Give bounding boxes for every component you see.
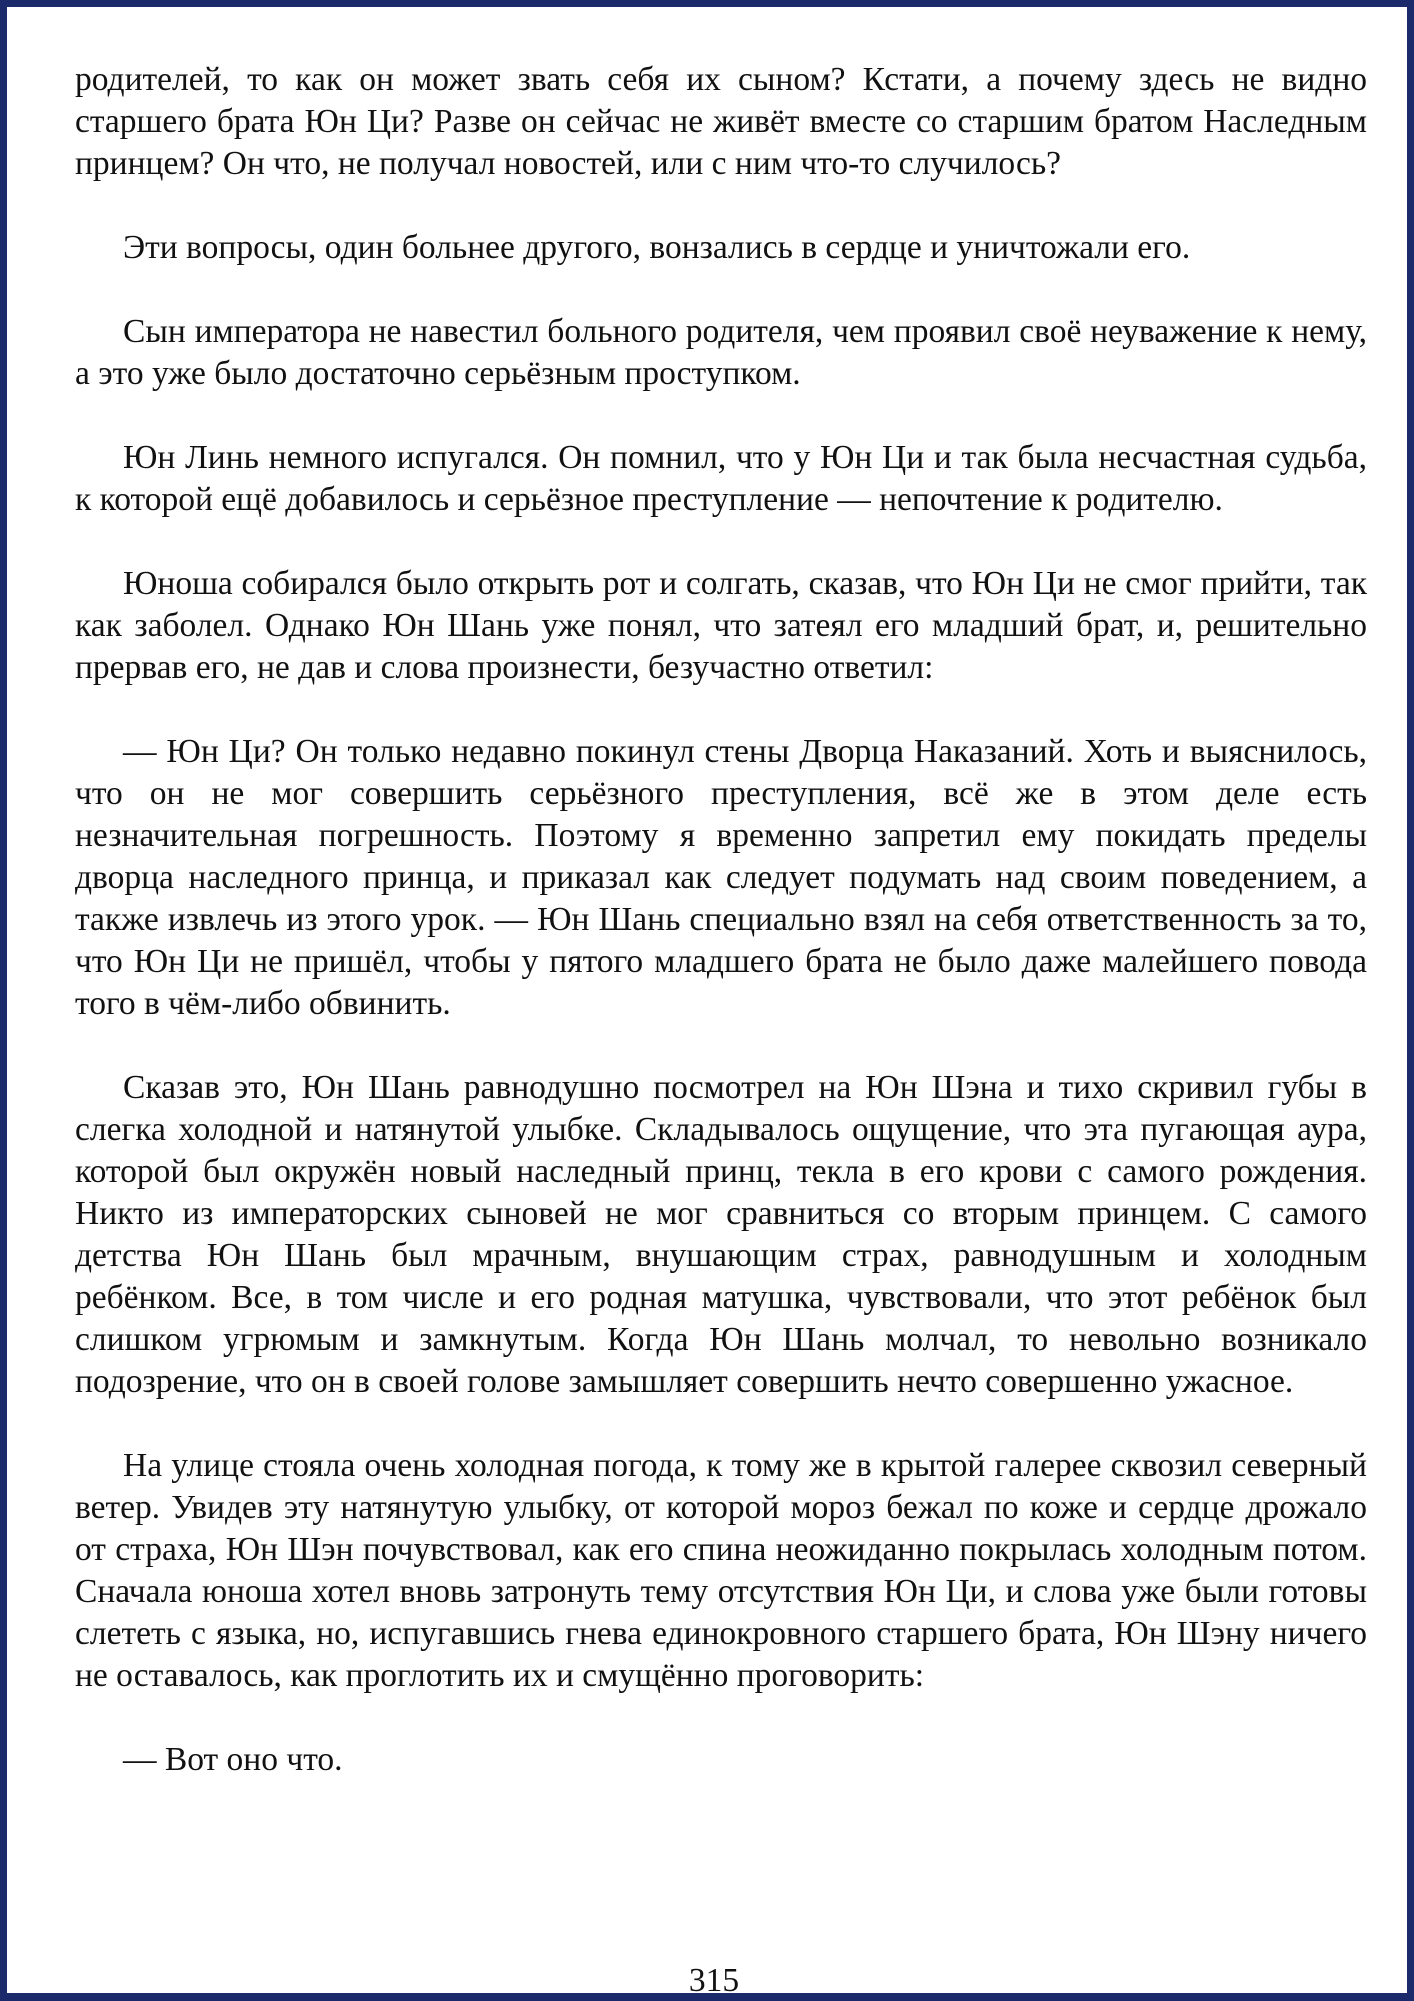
paragraph-7: Сказав это, Юн Шань равнодушно посмотрел на Юн Шэна и тихо скривил губы в слегка холодной и натянутой улыбке. Складывалось ощущение, что эта пугающая аура, которой был окружён новый наследный принц, текла в его крови с самого рождения. Никто из императорских сыновей не мог сравниться со вторым принцем. С самого детства Юн Шань был мрачным, внушающим страх, равнодушным и холодным ребёнком. Все, в том числе и его родная матушка, чувствовали, что этот ребёнок был слишком угрюмым и замкнутым. Когда Юн Шань молчал, то невольно возникало подозрение, что он в своей голове замышляет совершить нечто совершенно ужасное.	[75, 1069, 1367, 1400]
paragraph-6: — Юн Ци? Он только недавно покинул стены Дворца Наказаний. Хоть и выяснилось, что он не мог совершить серьёзного преступления, всё же в этом деле есть незначительная погрешность. Поэтому я временно запретил ему покидать пределы дворца наследного принца, и приказал как следует подумать над своим поведением, а также извлечь из этого урок. — Юн Шань специально взял на себя ответственность за то, что Юн Ци не пришёл, чтобы у пятого младшего брата не было даже малейшего повода того в чём-либо обвинить.	[75, 733, 1367, 1022]
page-number: 315	[688, 1962, 740, 1999]
paragraph-1: родителей, то как он может звать себя их сыном? Кстати, а почему здесь не видно старшего брата Юн Ци? Разве он сейчас не живёт вместе со старшим братом Наследным принцем? Он что, не получал новостей, или с ним что-то случилось?	[75, 61, 1367, 182]
paragraph-3: Сын императора не навестил больного родителя, чем проявил своё неуважение к нему, а это уже было достаточно серьёзным проступком.	[75, 313, 1367, 392]
page-body	[75, 59, 1367, 1823]
paragraph-2: Эти вопросы, один больнее другого, вонзались в сердце и уничтожали его.	[123, 229, 1191, 266]
paragraph-4: Юн Линь немного испугался. Он помнил, что у Юн Ци и так была несчастная судьба, к которой ещё добавилось и серьёзное преступление — непочтение к родителю.	[75, 439, 1367, 518]
paragraph-9: — Вот оно что.	[123, 1741, 343, 1778]
paragraph-8: На улице стояла очень холодная погода, к тому же в крытой галерее сквозил северный ветер. Увидев эту натянутую улыбку, от которой мороз бежал по коже и сердце дрожало от страха, Юн Шэн почувствовал, как его спина неожиданно покрылась холодным потом. Сначала юноша хотел вновь затронуть тему отсутствия Юн Ци, и слова уже были готовы слететь с языка, но, испугавшись гнева единокровного старшего брата, Юн Шэну ничего не оставалось, как проглотить их и смущённо проговорить:	[75, 1447, 1367, 1694]
paragraph-5: Юноша собирался было открыть рот и солгать, сказав, что Юн Ци не смог прийти, так как заболел. Однако Юн Шань уже понял, что затеял его младший брат, и, решительно прервав его, не дав и слова произнести, безучастно ответил:	[75, 565, 1367, 686]
